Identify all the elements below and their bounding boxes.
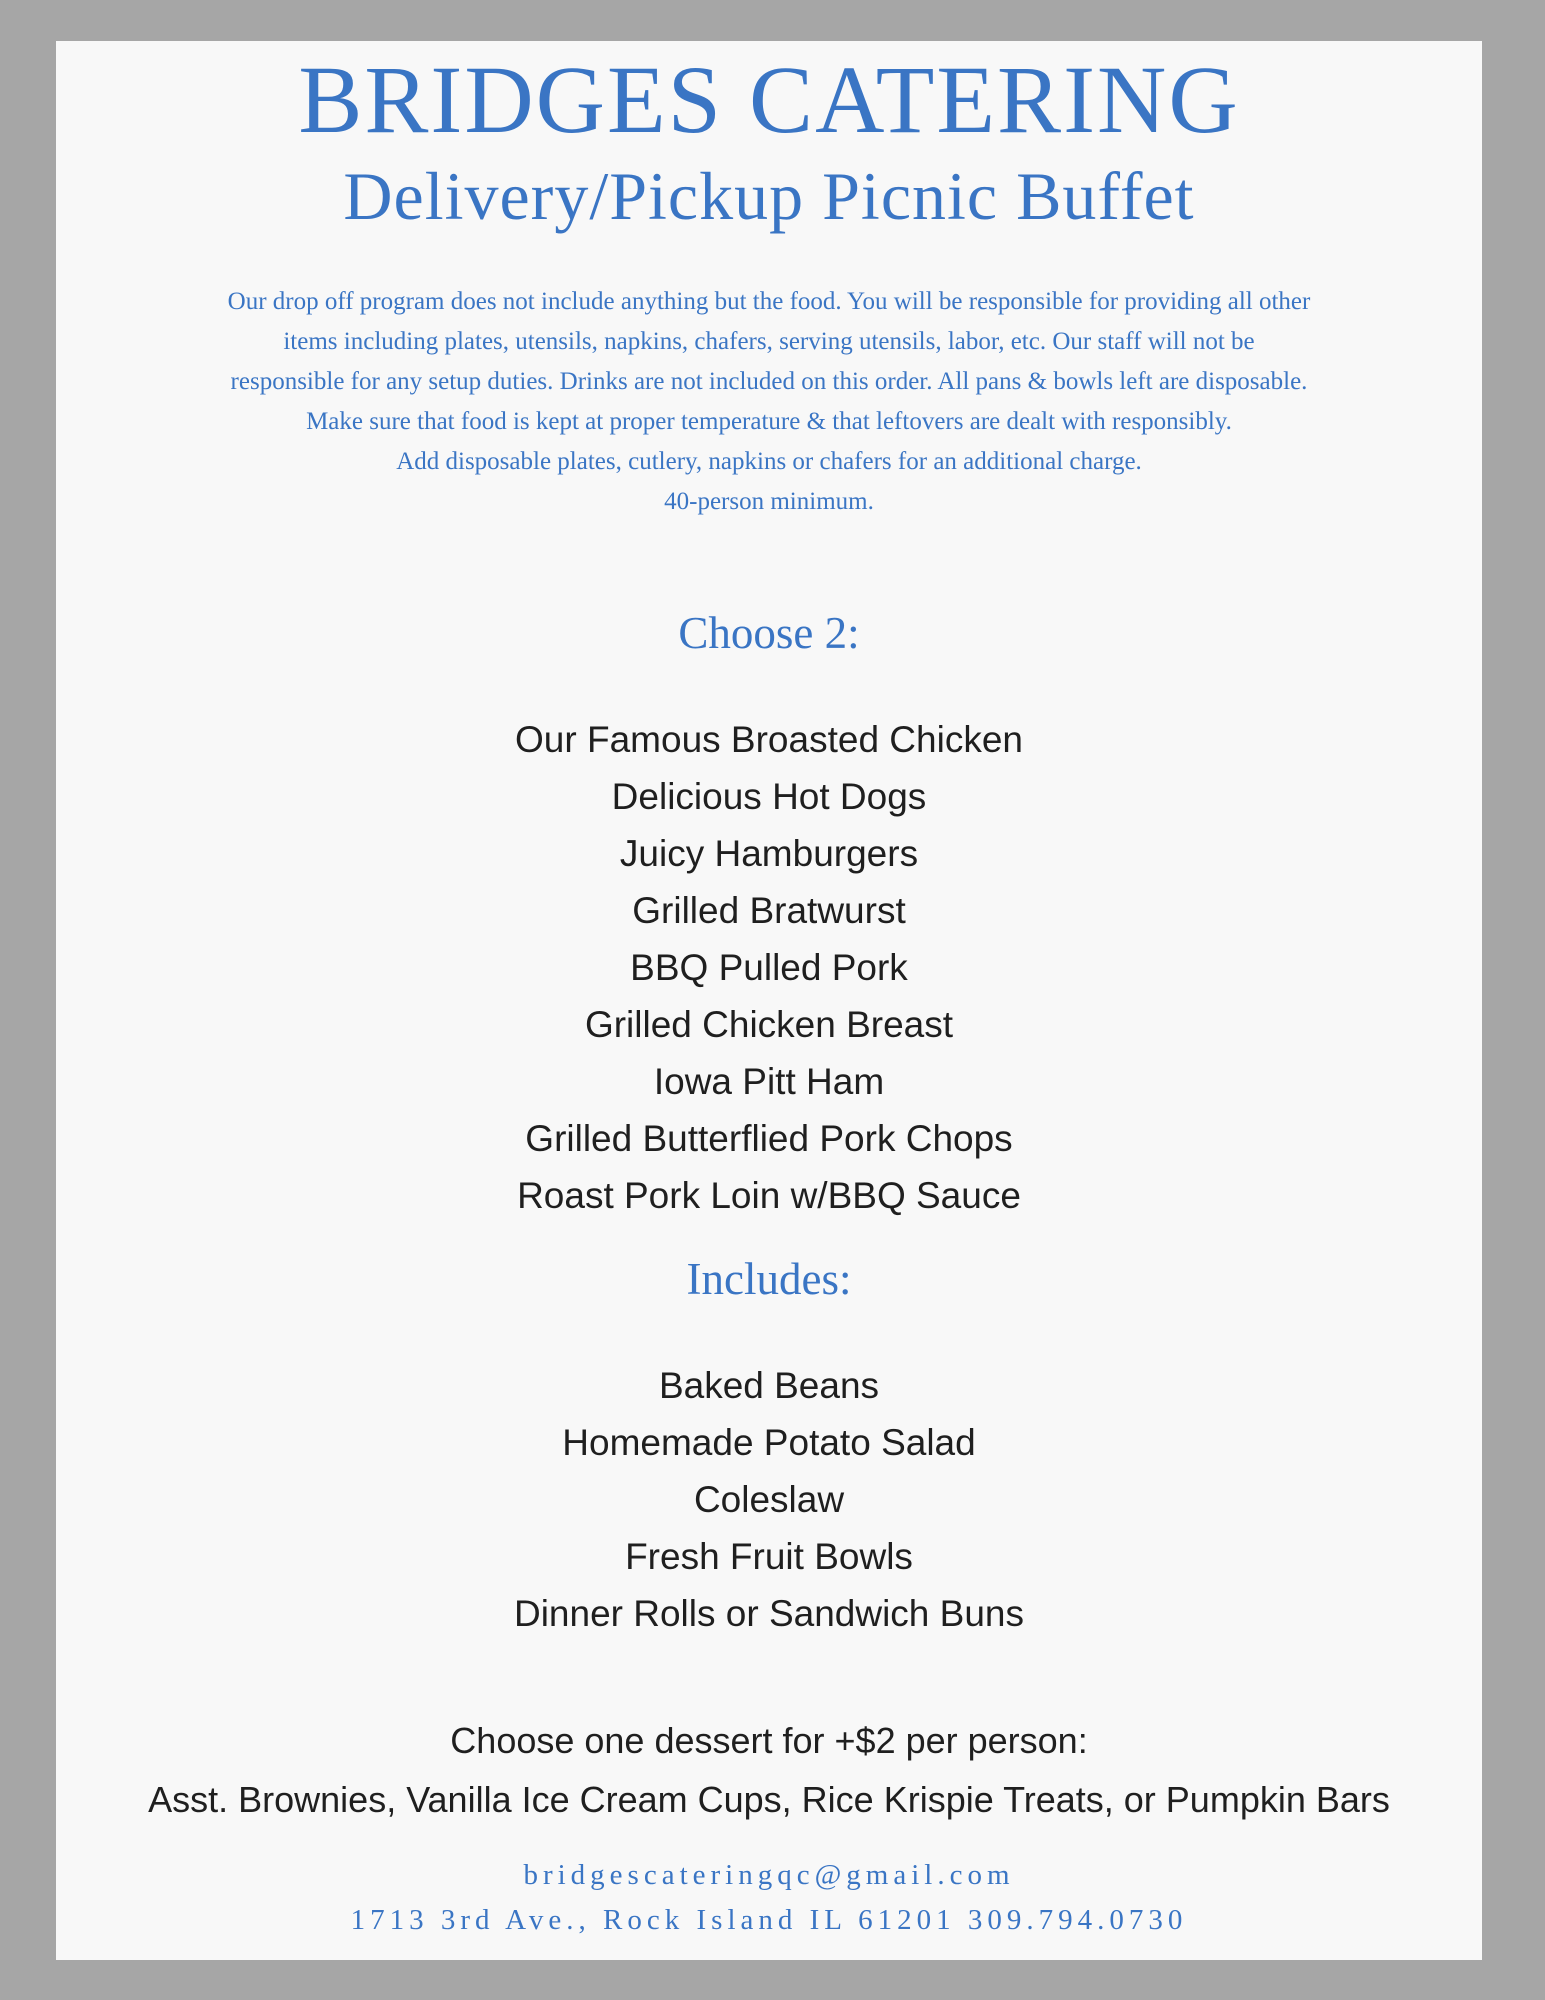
list-item: Delicious Hot Dogs <box>611 776 927 817</box>
list-item: Roast Pork Loin w/BBQ Sauce <box>517 1175 1021 1216</box>
disclaimer-line: Our drop off program does not include anything but the food. You will be responsible for providing all other <box>227 288 1311 315</box>
disclaimer-line: Add disposable plates, cutlery, napkins or chafers for an additional charge. <box>396 448 1142 475</box>
list-item: Our Famous Broasted Chicken <box>515 719 1023 760</box>
disclaimer-line: 40-person minimum. <box>664 488 874 515</box>
choose-list <box>56 711 1482 1224</box>
dessert-prompt: Choose one dessert for +$2 per person: <box>450 1720 1088 1761</box>
disclaimer-line: items including plates, utensils, napkins, chafers, serving utensils, labor, etc. Our staff will not be <box>283 328 1255 355</box>
disclaimer-line: responsible for any setup duties. Drinks are not included on this order. All pans & bowls left are disposable. <box>230 368 1308 395</box>
list-item: Iowa Pitt Ham <box>653 1061 885 1102</box>
list-item: Coleslaw <box>693 1479 845 1520</box>
list-item: Homemade Potato Salad <box>562 1422 976 1463</box>
contact-email: bridgescateringqc@gmail.com <box>523 1859 1015 1891</box>
page-subtitle: Delivery/Pickup Picnic Buffet <box>343 158 1195 234</box>
menu-page <box>56 41 1482 1960</box>
dessert-options: Asst. Brownies, Vanilla Ice Cream Cups, Rice Krispie Treats, or Pumpkin Bars <box>148 1779 1390 1820</box>
includes-list <box>56 1357 1482 1642</box>
includes-heading: Includes: <box>686 1254 852 1304</box>
list-item: Dinner Rolls or Sandwich Buns <box>513 1593 1024 1634</box>
list-item: Grilled Bratwurst <box>632 890 906 931</box>
list-item: Fresh Fruit Bowls <box>625 1536 913 1577</box>
list-item: Juicy Hamburgers <box>619 833 919 874</box>
list-item: Baked Beans <box>658 1365 880 1406</box>
list-item: Grilled Butterflied Pork Chops <box>525 1118 1013 1159</box>
choose-heading: Choose 2: <box>678 608 860 658</box>
disclaimer <box>56 282 1482 522</box>
disclaimer-line: Make sure that food is kept at proper temperature & that leftovers are dealt with responsibly. <box>306 408 1232 435</box>
list-item: BBQ Pulled Pork <box>630 947 908 988</box>
page-title: BRIDGES CATERING <box>298 46 1240 153</box>
list-item: Grilled Chicken Breast <box>584 1004 954 1045</box>
contact-address-phone: 1713 3rd Ave., Rock Island IL 61201 309.794.0730 <box>350 1904 1188 1936</box>
